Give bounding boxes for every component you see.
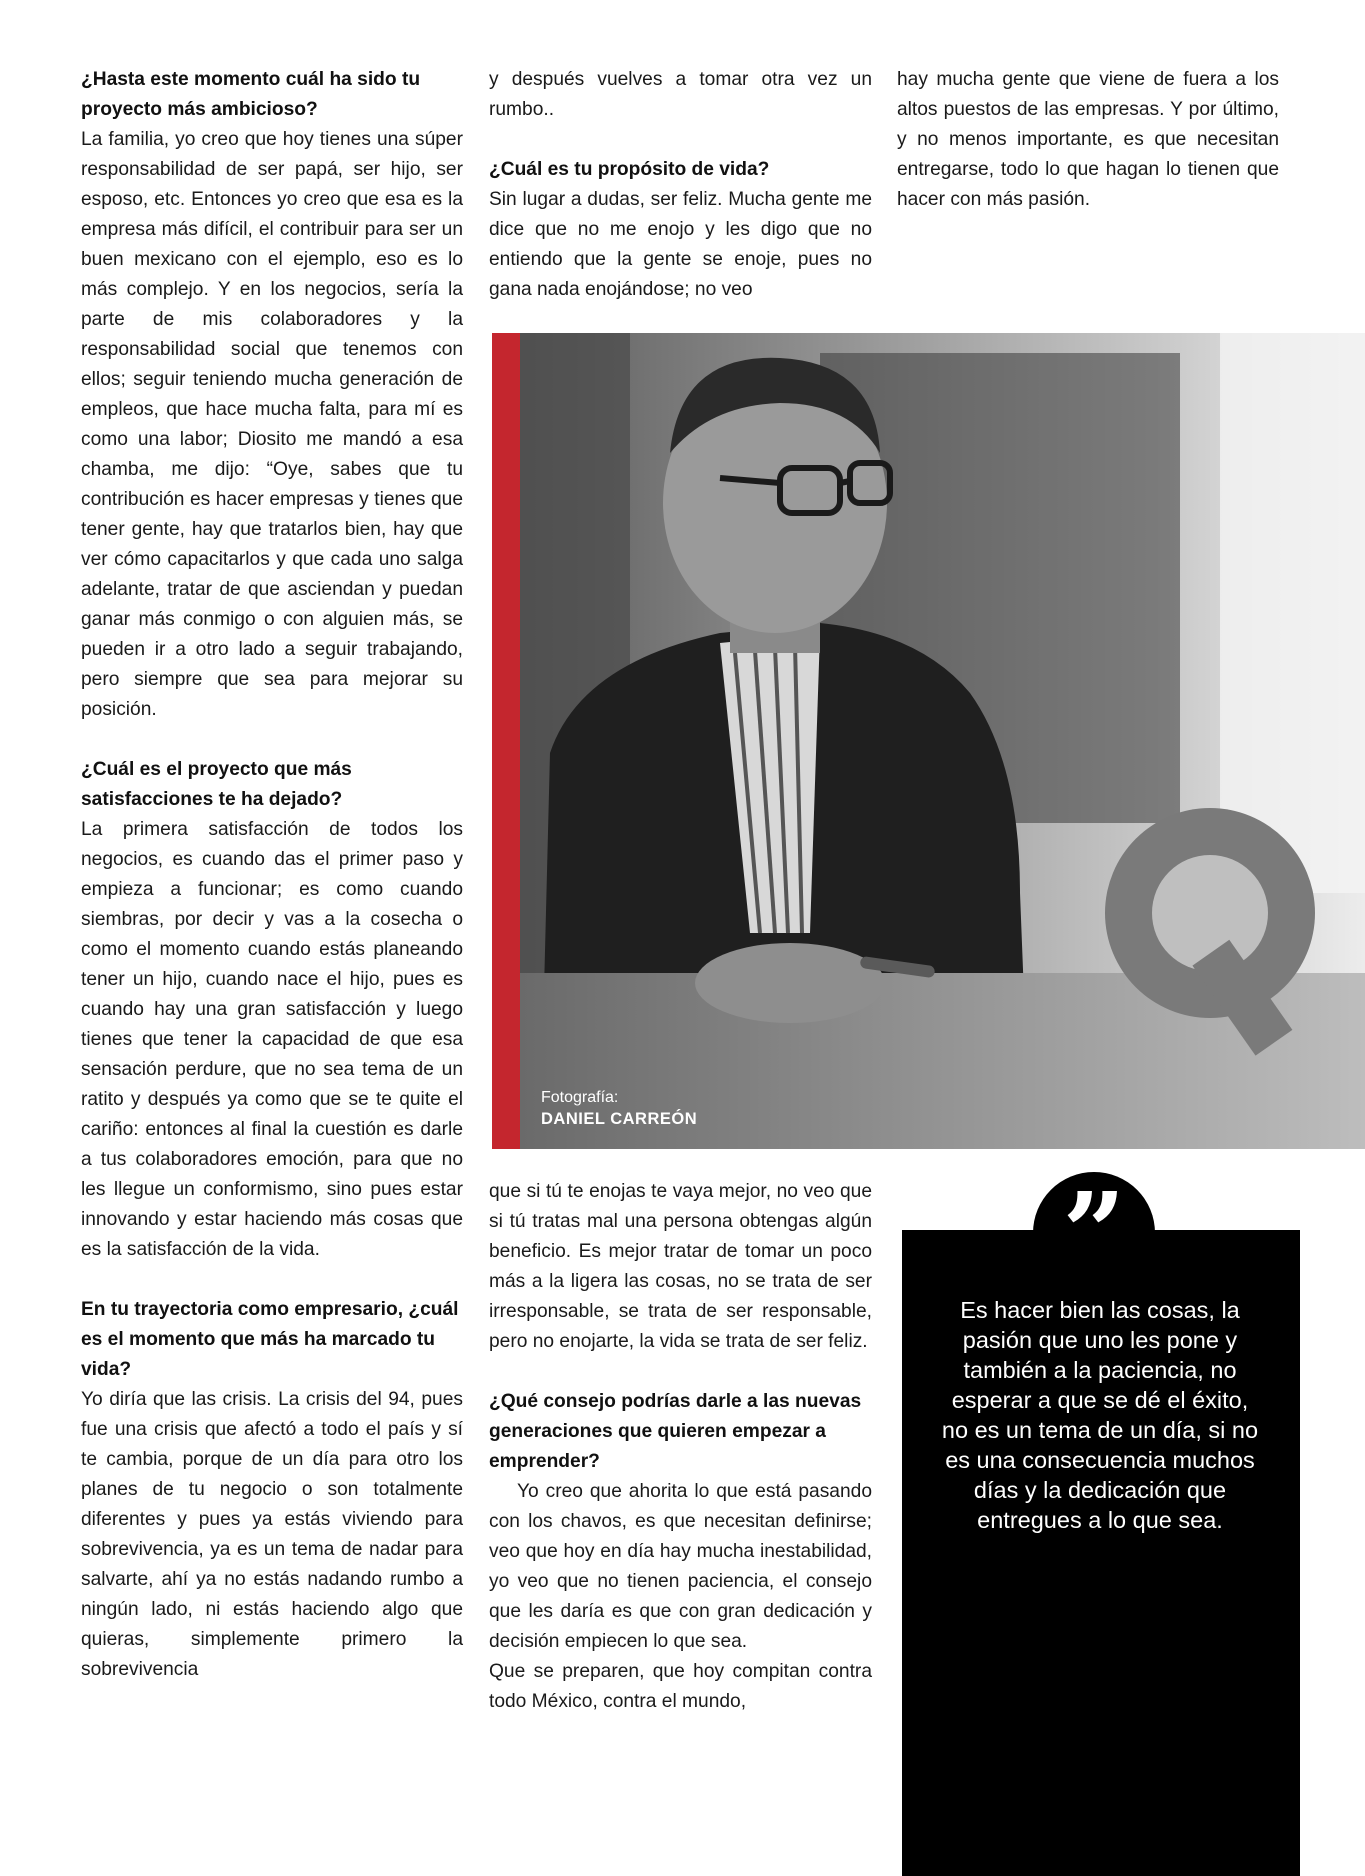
- question-heading: ¿Hasta este momento cuál ha sido tu proyecto más ambicioso?: [81, 69, 421, 120]
- answer-paragraph: La familia, yo creo que hoy tienes una súper responsabilidad de ser papá, ser hijo, ser esposo, etc. Entonces yo creo que esa es la empresa más difícil, el contribuir para ser un buen mexicano con el ejemplo, eso es lo más complejo. Y en los negocios, sería la parte de mis colaboradores y la responsabilidad social que tenemos con ellos; seguir teniendo mucha generación de empleos, que hace mucha falta, para mí es como una labor; Diosito me mandó a esa chamba, me dijo: “Oye, sabes que tu contribución es hacer empresas y tienes que tener gente, hay que tratarlos bien, hay que ver cómo capacitarlos y que cada uno salga adelante, tratar de que asciendan y puedan ganar más conmigo o con alguien más, se pueden ir a otro lado a seguir trabajando, pero siempre que sea para mejorar su posición.: [81, 129, 463, 720]
- article-column-2-bottom: [489, 1177, 872, 1717]
- question-heading: ¿Cuál es tu propósito de vida?: [489, 159, 770, 180]
- continued-paragraph: y después vuelves a tomar otra vez un rumbo..: [489, 69, 872, 120]
- question-heading: ¿Qué consejo podrías darle a las nuevas generaciones que quieren empezar a emprender?: [489, 1391, 862, 1472]
- article-column-2-top: [489, 65, 872, 305]
- quote-mark-icon: ”: [1062, 1168, 1126, 1297]
- portrait-photo: [520, 333, 1365, 1149]
- question-heading: En tu trayectoria como empresario, ¿cuál es el momento que más ha marcado tu vida?: [81, 1299, 459, 1380]
- photo-credit: [541, 1088, 697, 1130]
- answer-paragraph: Sin lugar a dudas, ser feliz. Mucha gente me dice que no me enojo y les digo que no entiendo que la gente se enoje, pues no gana nada enojándose; no veo: [489, 189, 872, 300]
- photo-credit-label: Fotografía:: [541, 1089, 619, 1106]
- answer-paragraph: Yo diría que las crisis. La crisis del 94, pues fue una crisis que afectó a todo el país y sí te cambia, porque de un día para otro los planes de tu negocio o son totalmente diferentes y pues ya estás viviendo para sobrevivencia, ya es un tema de nadar para salvarte, ahí ya no estás nadando rumbo a ningún lado, ni estás haciendo algo que quieras, simplemente primero la sobrevivencia: [81, 1389, 463, 1680]
- portrait-illustration: [520, 333, 1365, 1149]
- pull-quote-text: Es hacer bien las cosas, la pasión que uno les pone y también a la paciencia, no esperar a que se dé el éxito, no es un tema de un día, si no es una consecuencia muchos días y la dedicación que entregues a lo que sea.: [941, 1297, 1259, 1533]
- article-column-3-top: [897, 65, 1279, 215]
- answer-paragraph: Yo creo que ahorita lo que está pasando con los chavos, es que necesitan definirse; veo que hoy en día hay mucha inestabilidad, yo veo que no tienen paciencia, el consejo que les daría es que con gran dedicación y decisión empiecen lo que sea.: [489, 1481, 872, 1652]
- answer-paragraph: La primera satisfacción de todos los negocios, es cuando das el primer paso y empieza a funcionar; es como cuando siembras, por decir y vas a la cosecha o como el momento cuando estás planeando tener un hijo, cuando nace el hijo, pues es cuando hay una gran satisfacción y luego tienes que tener la capacidad de que esa sensación perdure, que no sea tema de un ratito y después ya como que se te quite el cariño: entonces al final la cuestión es darle a tus colaboradores emoción, para que no les llegue un conformismo, sino pues estar innovando y estar haciendo más cosas que es la satisfacción de la vida.: [81, 819, 463, 1260]
- photo-credit-name: DANIEL CARREÓN: [541, 1110, 698, 1128]
- answer-paragraph: Que se preparen, que hoy compitan contra todo México, contra el mundo,: [489, 1661, 872, 1712]
- red-accent-bar: [492, 333, 520, 1149]
- question-heading: ¿Cuál es el proyecto que más satisfacciones te ha dejado?: [81, 759, 352, 810]
- article-column-1: [81, 65, 463, 1685]
- continued-paragraph: que si tú te enojas te vaya mejor, no veo que si tú tratas mal una persona obtengas algún beneficio. Es mejor tratar de tomar un poco más a la ligera las cosas, no se trata de ser irresponsable, se trata de ser responsable, pero no enojarte, la vida se trata de ser feliz.: [489, 1181, 872, 1352]
- continued-paragraph: hay mucha gente que viene de fuera a los altos puestos de las empresas. Y por último, y no menos importante, es que necesitan entregarse, todo lo que hagan lo tienen que hacer con más pasión.: [897, 69, 1279, 210]
